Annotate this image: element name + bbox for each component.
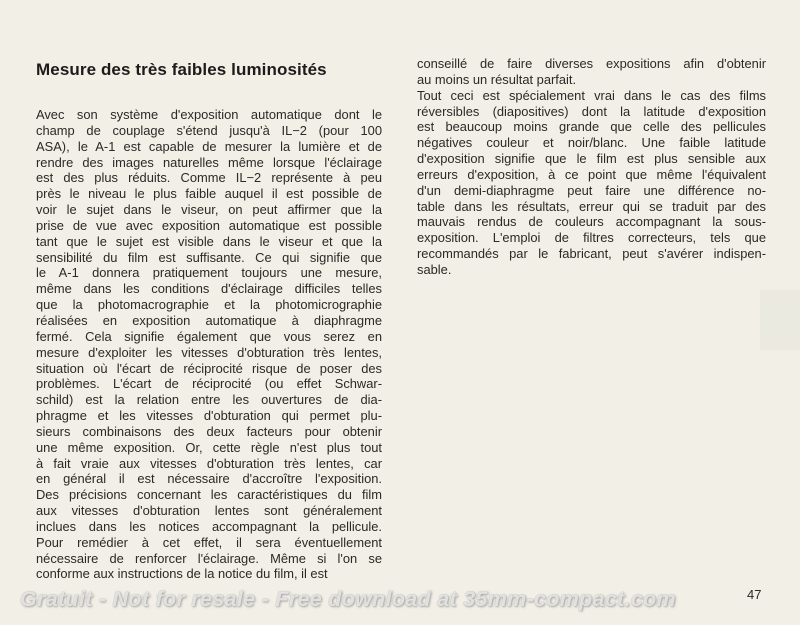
left-column — [36, 107, 382, 582]
text-line: tant que le sujet est visible dans le viseur et que la — [36, 233, 382, 249]
text-line: en général il est nécessaire d'accroître l'exposition. — [36, 471, 382, 487]
text-line: Tout ceci est spécialement vrai dans le cas des films — [417, 87, 766, 103]
text-line: est beaucoup moins grande que celle des pellicules — [417, 119, 766, 135]
text-line: le A-1 donnera pratiquement toujours une mesure, — [36, 265, 382, 281]
text-line: négatives couleur et noir/blanc. Une faible latitude — [417, 135, 766, 151]
text-line: prise de vue avec exposition automatique est possible — [36, 217, 382, 233]
text-line: conseillé de faire diverses expositions afin d'obtenir — [417, 56, 766, 71]
text-line: erreurs d'exposition, à ce point que même l'équivalent — [417, 166, 766, 182]
text-line: phragme et les vitesses d'obturation qui permet plu- — [36, 408, 382, 424]
text-line: même dans les conditions d'éclairage difficiles telles — [36, 281, 382, 297]
text-line: d'exposition signifie que le film est plus sensible aux — [417, 151, 766, 167]
text-line: Pour remédier à cet effet, il sera éventuellement — [36, 534, 382, 550]
text-line: ASA), le A-1 est capable de mesurer la lumière et de — [36, 138, 382, 154]
text-line: conforme aux instructions de la notice du film, il est — [36, 566, 328, 582]
text-line: table dans les résultats, erreur qui se traduit par des — [417, 198, 766, 214]
text-line: sieurs combinaisons des deux facteurs pour obtenir — [36, 423, 382, 439]
bleed-through-shadow — [760, 290, 800, 350]
text-line: que la photomacrographie et la photomicrographie — [36, 297, 382, 313]
text-line: rendre des images naturelles même lorsque l'éclairage — [36, 154, 382, 170]
text-line: problèmes. L'écart de réciprocité (ou effet Schwar- — [36, 376, 382, 392]
text-line: mauvais rendus de couleurs accompagnant la sous- — [417, 214, 766, 230]
text-line: situation où l'écart de réciprocité risque de poser des — [36, 360, 382, 376]
text-line: réalisées en exposition automatique à diaphragme — [36, 312, 382, 328]
text-line: d'un demi-diaphragme peut faire une différence no- — [417, 182, 766, 198]
text-line: est des plus réduits. Comme IL−2 représente à peu — [36, 170, 382, 186]
text-line: près le niveau le plus faible auquel il est possible de — [36, 186, 382, 202]
text-line: mesure d'exploiter les vitesses d'obturation très lentes, — [36, 344, 382, 360]
text-line: au moins un résultat parfait. — [417, 71, 577, 87]
right-column — [417, 56, 766, 278]
text-line: Avec son système d'exposition automatique dont le — [36, 107, 382, 122]
text-line: sable. — [417, 261, 452, 277]
text-line: voir le sujet dans le viseur, on peut affirmer que la — [36, 202, 382, 218]
text-line: champ de couplage s'étend jusqu'à IL−2 (pour 100 — [36, 122, 382, 138]
watermark: Gratuit - Not for resale - Free download at 35mm-compact.com — [20, 587, 676, 611]
page-number: 47 — [747, 587, 762, 602]
text-line: à fait vraie aux vitesses d'obturation très lentes, car — [36, 455, 382, 471]
section-title: Mesure des très faibles luminosités — [36, 60, 327, 79]
text-line: réversibles (diapositives) dont la latitude d'exposition — [417, 103, 766, 119]
text-line: nécessaire de renforcer l'éclairage. Même si l'on se — [36, 550, 382, 566]
text-line: Des précisions concernant les caractéristiques du film — [36, 487, 382, 503]
text-line: schild) est la relation entre les ouvertures de dia- — [36, 392, 382, 408]
text-line: une même exposition. Or, cette règle n'est plus tout — [36, 439, 382, 455]
text-line: recommandés par le fabricant, peut s'avérer indispen- — [417, 246, 766, 262]
text-line: exposition. L'emploi de filtres correcteurs, tels que — [417, 230, 766, 246]
text-line: aux vitesses d'obturation lentes sont généralement — [36, 503, 382, 519]
text-line: inclues dans les notices accompagnant la pellicule. — [36, 518, 382, 534]
text-line: sensibilité du film est suffisante. Ce qui signifie que — [36, 249, 382, 265]
text-line: fermé. Cela signifie également que vous serez en — [36, 328, 382, 344]
